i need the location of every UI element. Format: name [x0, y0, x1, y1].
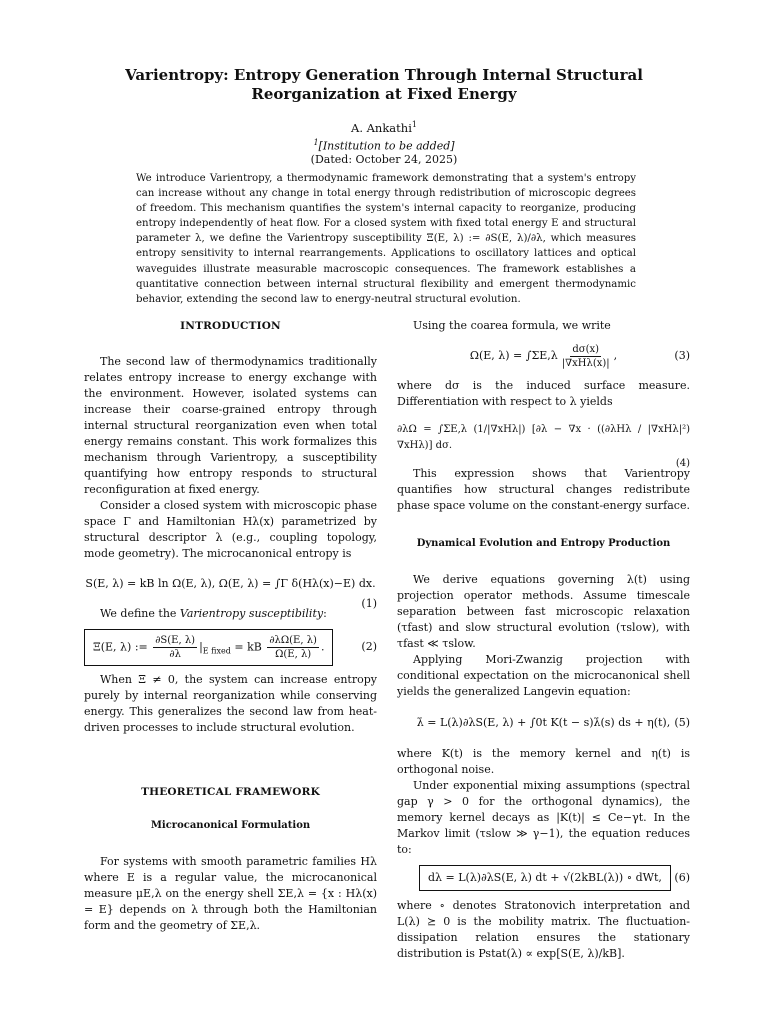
theory-paragraph-1: For systems with smooth parametric families Hλ where E is a regular value, the microcanonical measure μE,λ on the energy shell ΣE,λ = {x : Hλ(x) = E} depends on λ through both the Hamiltonian form and the geometry of ΣE,λ.	[84, 855, 377, 932]
equation-2-box: Ξ(E, λ) := $\frac{\partial S(E, \lambda)}{\partial\lambda}$ $|_{E fixed}$ = kB $\frac{\partial\lambda\Omega(E, \lambda)}{\Omega(E, \lambda)}$ .	[84, 629, 333, 666]
markov-paragraph: Under exponential mixing assumptions (spectral gap γ > 0 for the orthogonal dynamics), the memory kernel decays as |K(t)| ≤ Ce−γt. In the Markov limit (τslow ≫ γ−1), the equation reduces to:	[397, 779, 690, 856]
equation-2	[84, 622, 377, 672]
left-column	[84, 318, 377, 934]
equation-6-box: dλ = L(λ)∂λS(E, λ) dt + √(2kBL(λ)) ∘ dWt,	[419, 865, 671, 891]
equation-1-number: (1)	[361, 597, 377, 610]
author	[0, 120, 768, 135]
affiliation-superscript: 1	[313, 138, 319, 147]
eq2-denominator-2: Ω(E, λ)	[275, 648, 312, 660]
equation-3: Ω(E, λ) = ∫ΣE,λ $\frac{d\sigma(x)}{\text{|∇xHλ(x)|}}$ , (3)	[469, 343, 690, 369]
eq3-fraction	[560, 343, 612, 370]
introduction-heading: INTRODUCTION	[180, 320, 281, 332]
equation-1	[84, 562, 377, 610]
equation-5-number: (5)	[674, 716, 690, 729]
equation-1-body: S(E, λ) = kB ln Ω(E, λ), Ω(E, λ) = ∫Γ δ(Hλ(x)−E) dx.	[85, 577, 376, 590]
author-superscript: 1	[411, 120, 417, 129]
definition-emphasis: Varientropy susceptibility	[179, 607, 324, 620]
eq2-numerator-2: ∂λΩ(E, λ)	[269, 634, 317, 646]
eq2-denominator-1: ∂λ	[169, 648, 181, 660]
equation-5	[397, 700, 690, 746]
eq2-mid: = kB	[234, 640, 262, 653]
eq2-subscript: E fixed	[202, 646, 231, 656]
dynamical-heading: Dynamical Evolution and Entropy Production	[416, 538, 671, 549]
equation-2-number: (2)	[361, 640, 377, 653]
eq2-fraction-1	[153, 634, 197, 661]
author-name: A. Ankathi	[351, 120, 412, 135]
definition-suffix: :	[323, 607, 327, 620]
equation-4	[397, 410, 690, 469]
equation-5-body: λ̇ = L(λ)∂λS(E, λ) + ∫0t K(t − s)λ̇(s) ds + η(t),	[416, 716, 671, 729]
intro-paragraph-4: When Ξ ≠ 0, the system can increase entropy purely by internal reorganization while conserving energy. This generalizes the second law from heat-driven processes to include structural evolution.	[84, 673, 377, 734]
definition-prefix: We define the	[100, 607, 180, 620]
eq3-lhs: Ω(E, λ) = ∫ΣE,λ	[469, 349, 558, 362]
affiliation-text: [Institution to be added]	[318, 139, 455, 153]
paper-title: Varientropy: Entropy Generation Through Internal Structural Reorganization at Fixed Energy	[125, 66, 643, 103]
right-column	[397, 318, 690, 962]
theory-heading: THEORETICAL FRAMEWORK	[141, 786, 320, 798]
definition-paragraph	[84, 606, 377, 622]
surface-measure-paragraph: where dσ is the induced surface measure. Differentiation with respect to λ yields	[397, 379, 690, 408]
dynamics-paragraph-2: Applying Mori-Zwanzig projection with conditional expectation on the microcanonical shell yields the generalized Langevin equation:	[397, 653, 690, 698]
equation-6	[397, 858, 690, 898]
equation-6-number: (6)	[674, 871, 690, 884]
affiliation	[0, 138, 768, 153]
intro-paragraph-2: Consider a closed system with microscopic phase space Γ and Hamiltonian Hλ(x) parametrized by structural descriptor λ (e.g., coupling topology, mode geometry). The microcanonical entropy is	[84, 499, 377, 560]
dated: (Dated: October 24, 2025)	[310, 153, 458, 166]
eq3-numerator: dσ(x)	[572, 343, 600, 355]
eq3-denominator: |∇xHλ(x)|	[561, 357, 610, 369]
eq2-numerator-1: ∂S(E, λ)	[155, 634, 196, 646]
stratonovich-paragraph: where ∘ denotes Stratonovich interpretation and L(λ) ⪰ 0 is the mobility matrix. The fluctuation-dissipation relation ensures the stationary distribution is Pstat(λ) ∝ exp[S(E, λ)/kB].	[397, 899, 690, 960]
equation-4-body: ∂λΩ = ∫ΣE,λ (1/|∇xHλ|) [∂λ − ∇x · ((∂λHλ / |∇xHλ|²) ∇xHλ)] dσ.	[397, 424, 690, 451]
memory-kernel-paragraph: where K(t) is the memory kernel and η(t) is orthogonal noise.	[397, 747, 690, 776]
eq2-fraction-2	[267, 634, 319, 661]
eq2-lhs: Ξ(E, λ) :=	[93, 640, 148, 653]
abstract: We introduce Varientropy, a thermodynamic framework demonstrating that a system's entropy can increase without any change in total energy through redistribution of microscopic degrees of freedom. This mechanism quantifies the system's internal capacity to reorganize, producing entropy independently of heat flow. For a closed system with fixed total energy E and structural parameter λ, we define the Varientropy susceptibility Ξ(E, λ) := ∂S(E, λ)/∂λ, which measures entropy sensitivity to internal rearrangements. Applications to oscillatory lattices and optical waveguides illustrate measurable macroscopic consequences. The framework establishes a quantitative connection between internal structural flexibility and emergent thermodynamic behavior, extending the second law to energy-neutral structural evolution.	[136, 173, 636, 305]
dynamics-paragraph-1: We derive equations governing λ(t) using projection operator methods. Assume timescale separation between fast microscopic relaxation (τfast) and slow structural evolution (τslow), with τfast ≪ τslow.	[397, 573, 690, 650]
microcanonical-heading: Microcanonical Formulation	[150, 820, 311, 831]
intro-paragraph-1: The second law of thermodynamics traditionally relates entropy increase to energy exchange with the environment. However, isolated systems can increase their coarse-grained entropy through internal structural reorganization even when total energy remains constant. This work formalizes this mechanism through Varientropy, a susceptibility quantifying how entropy responds to structural reconfiguration at fixed energy.	[84, 355, 377, 496]
coarea-paragraph: Using the coarea formula, we write	[413, 319, 611, 332]
equation-3-number: (3)	[674, 349, 690, 362]
equation-4-number: (4)	[675, 458, 690, 469]
expression-paragraph: This expression shows that Varientropy quantifies how structural changes redistribute phase space volume on the constant-energy surface.	[397, 467, 690, 512]
